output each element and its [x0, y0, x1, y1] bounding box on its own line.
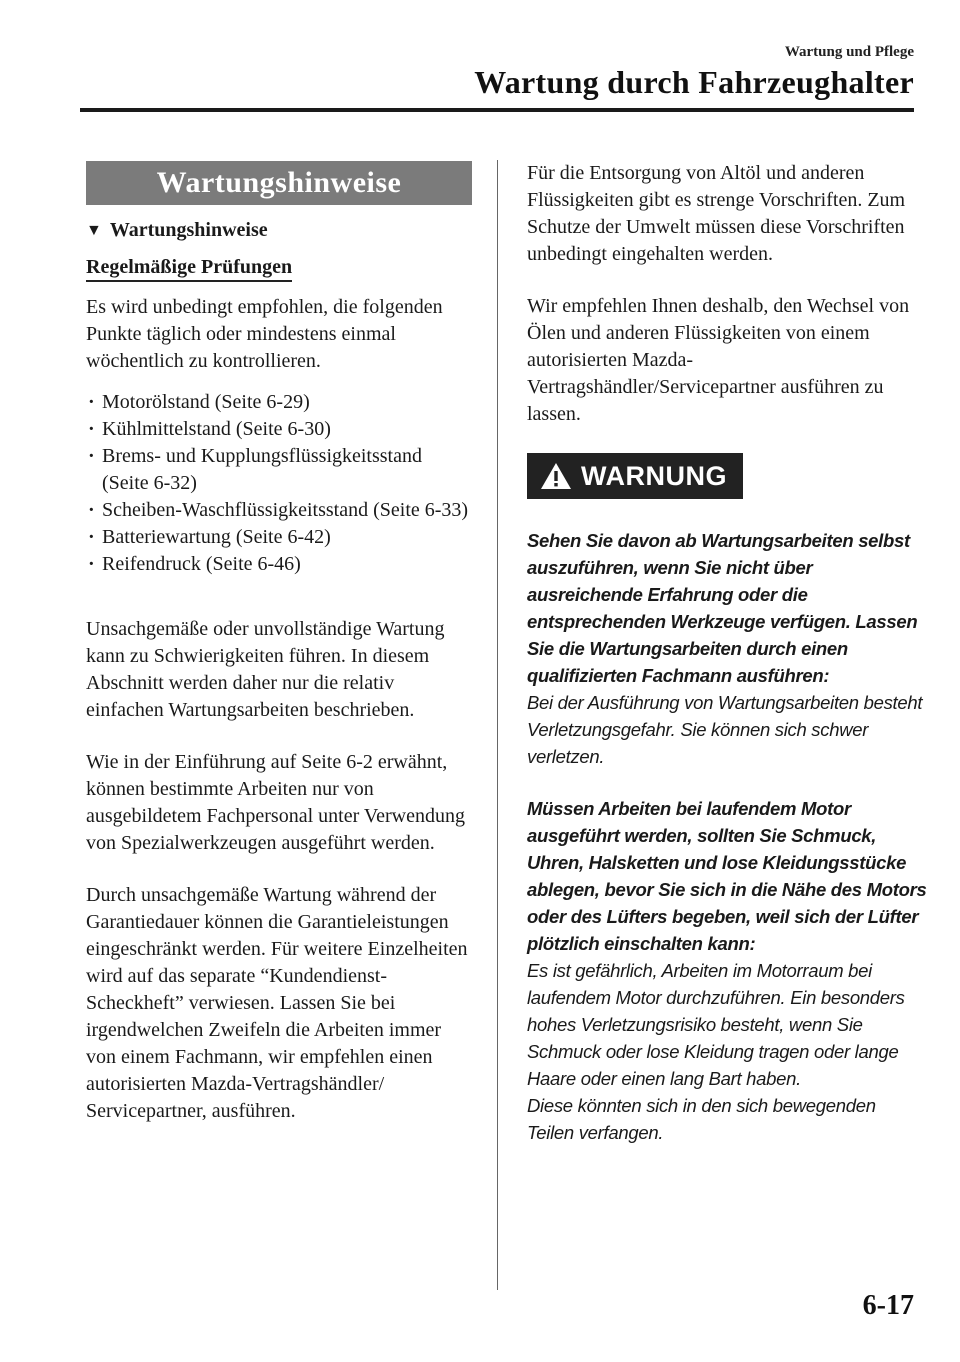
paragraph-disposal: Für die Entsorgung von Altöl und anderen Flüssigkeiten gibt es strenge Vorschriften. Zum Schutze der Umwelt müssen diese Vorschriften unbedingt eingehalten werden. [527, 162, 906, 265]
intro-paragraph: Es wird unbedingt empfohlen, die folgenden Punkte täglich oder mindestens einmal wöchentlich zu kontrollieren. [86, 296, 443, 372]
section-heading-text: Wartungshinweise [109, 219, 268, 241]
header-rule [80, 108, 914, 112]
check-list [86, 389, 472, 578]
subheading: Regelmäßige Prüfungen [86, 256, 292, 282]
section-title: Wartung durch Fahrzeughalter [474, 64, 914, 100]
column-divider [497, 160, 498, 1290]
section-heading [86, 219, 472, 242]
warning-2-text-2: Diese könnten sich in den sich bewegenden Teilen verfangen. [527, 1095, 876, 1143]
warning-badge [527, 453, 743, 499]
page-number: 6-17 [862, 1290, 914, 1321]
warning-1-text: Bei der Ausführung von Wartungsarbeiten besteht Verletzungsgefahr. Sie können sich schwer verletzen. [527, 692, 923, 767]
list-item: · Reifendruck (Seite 6-46) [86, 551, 472, 578]
chapter-title: Wartung und Pflege [784, 44, 914, 60]
list-item: · Brems- und Kupplungsflüssigkeitsstand (Seite 6-32) [86, 443, 472, 497]
triangle-down-icon: ▼ [86, 221, 102, 239]
list-item: · Batteriewartung (Seite 6-42) [86, 524, 472, 551]
warning-1-bold: Sehen Sie davon ab Wartungsarbeiten selbst auszuführen, wenn Sie nicht über ausreichende Erfahrung oder die entsprechenden Werkzeuge verfügen. Lassen Sie die Wartungsarbeiten durch einen qualifizierten Fachmann ausführen: [527, 530, 918, 686]
warning-label: WARNUNG [581, 460, 727, 491]
left-column [86, 161, 472, 1125]
warning-2-text-1: Es ist gefährlich, Arbeiten im Motorraum bei laufendem Motor durchzuführen. Ein besonders hohes Verletzungsrisiko besteht, wenn Sie Schmuck oder lose Kleidung tragen oder lange Haare oder einen lang Bart haben. [527, 960, 905, 1089]
paragraph-warranty: Durch unsachgemäße Wartung während der Garantiedauer können die Garantieleistungen eingeschränkt werden. Für weitere Einzelheiten wird auf das separate “Kundendienst-Scheckheft” verwiesen. Lassen Sie bei irgendwelchen Zweifeln die Arbeiten immer von einem Fachmann, wir empfehlen einen autorisierten Mazda-Vertragshändler/ Servicepartner, ausführen. [86, 884, 468, 1122]
list-item: · Kühlmittelstand (Seite 6-30) [86, 416, 472, 443]
list-item: · Motorölstand (Seite 6-29) [86, 389, 472, 416]
paragraph-recommendation: Wir empfehlen Ihnen deshalb, den Wechsel von Ölen und anderen Flüssigkeiten von einem autorisierten Mazda-Vertragshändler/Servicepartner ausführen zu lassen. [527, 295, 910, 425]
paragraph-specialists: Wie in der Einführung auf Seite 6-2 erwähnt, können bestimmte Arbeiten nur von ausgebildetem Fachpersonal unter Verwendung von Spezialwerkzeugen ausgeführt werden. [86, 751, 465, 854]
list-item: · Scheiben-Waschflüssigkeitsstand (Seite 6-33) [86, 497, 472, 524]
warning-2-bold: Müssen Arbeiten bei laufendem Motor ausgeführt werden, sollten Sie Schmuck, Uhren, Halsketten und lose Kleidungsstücke ablegen, bevor Sie sich in die Nähe des Motors oder des Lüfters begeben, weil sich der Lüfter plötzlich einschalten kann: [527, 798, 927, 954]
section-banner: Wartungshinweise [86, 161, 472, 205]
warning-triangle-icon [539, 461, 573, 491]
right-column [527, 160, 927, 1146]
paragraph-maintenance: Unsachgemäße oder unvollständige Wartung kann zu Schwierigkeiten führen. In diesem Abschnitt werden daher nur die relativ einfachen Wartungsarbeiten beschrieben. [86, 618, 445, 721]
